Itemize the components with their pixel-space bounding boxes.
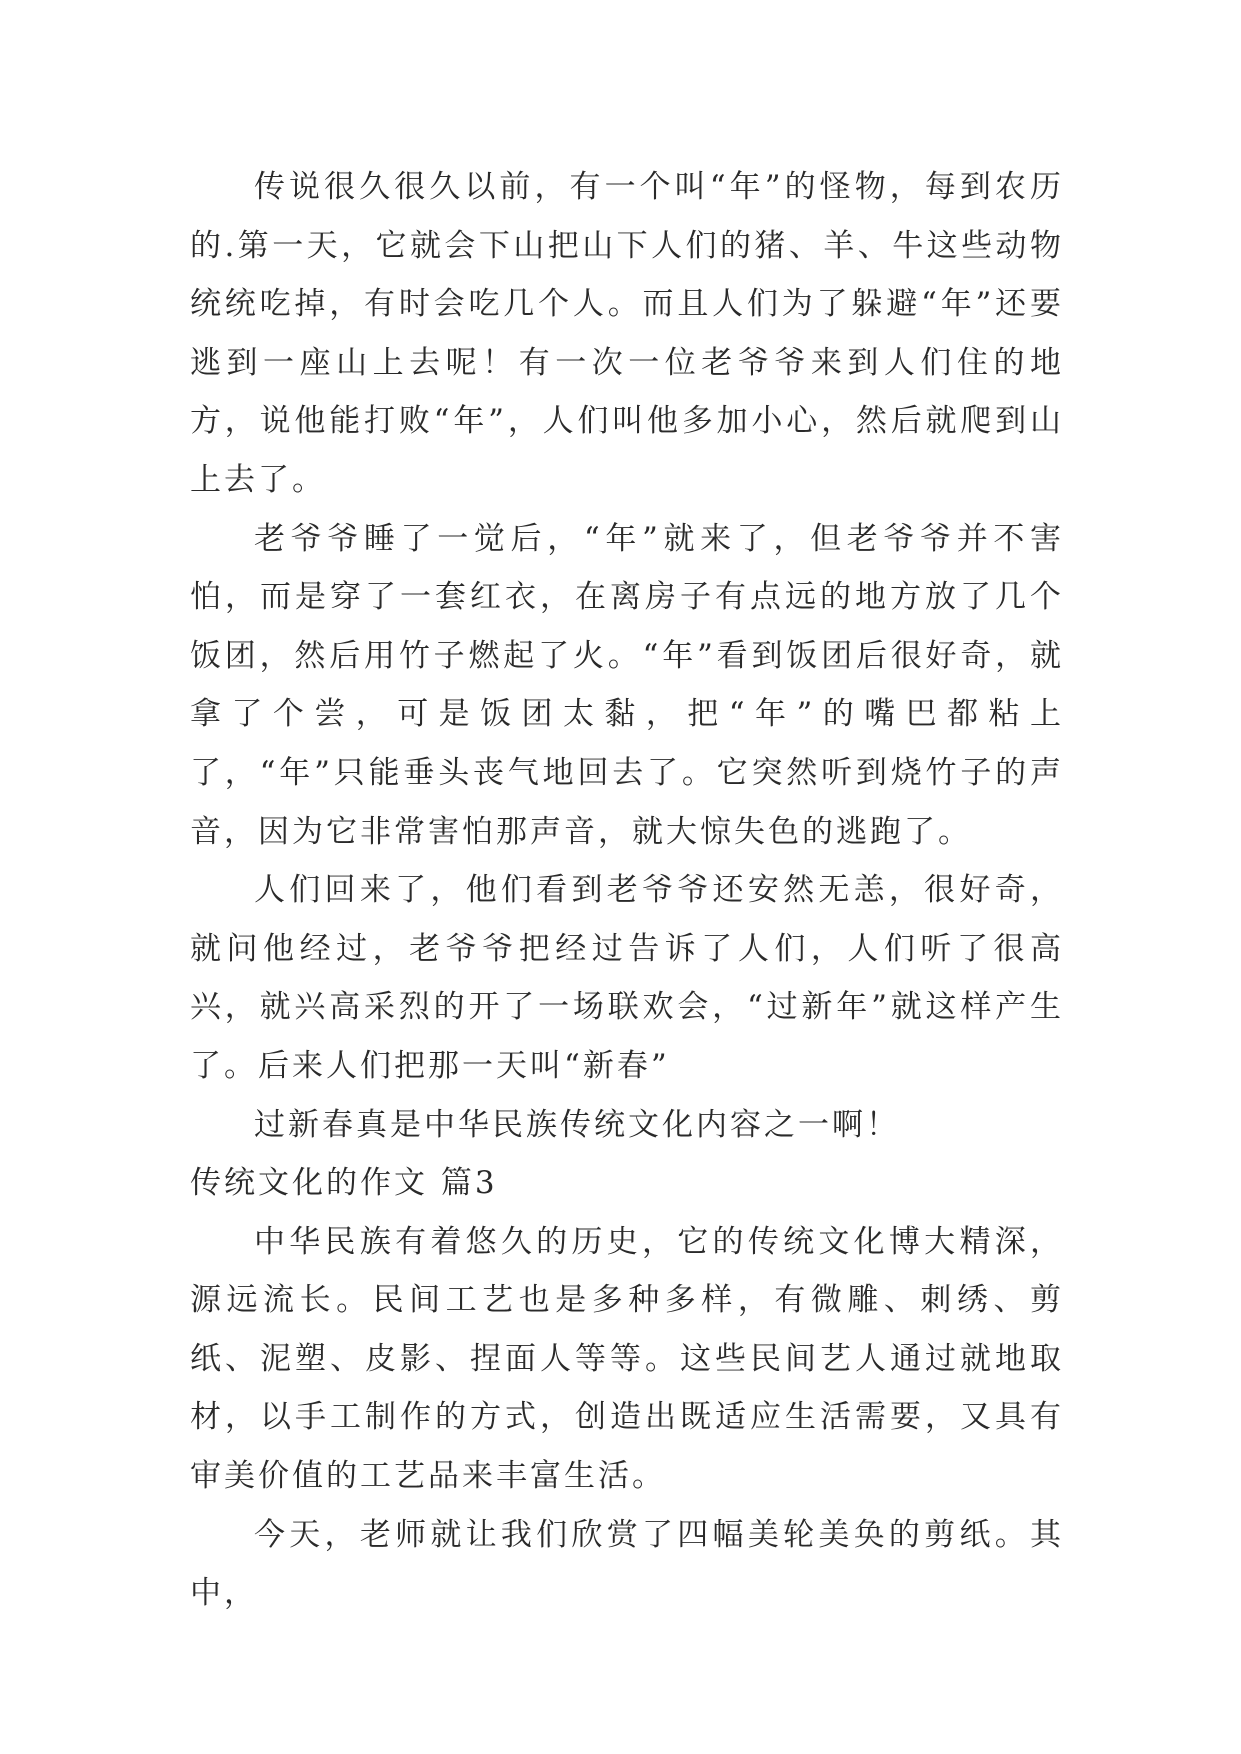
document-body: [190, 158, 1064, 1623]
section-paragraph-2: 今天，老师就让我们欣赏了四幅美轮美奂的剪纸。其中，: [190, 1516, 1064, 1612]
paragraph-2: 老爷爷睡了一觉后，“年”就来了，但老爷爷并不害怕，而是穿了一套红衣，在离房子有点远的地方放了几个饭团，然后用竹子燃起了火。“年”看到饭团后很好奇，就拿了个尝，可是饭团太黏，把“年”的嘴巴都粘上了，“年”只能垂头丧气地回去了。它突然听到烧竹子的声音，因为它非常害怕那声音，就大惊失色的逃跑了。: [190, 520, 1064, 850]
section-paragraph-1: 中华民族有着悠久的历史，它的传统文化博大精深，源远流长。民间工艺也是多种多样，有微雕、刺绣、剪纸、泥塑、皮影、捏面人等等。这些民间艺人通过就地取材，以手工制作的方式，创造出既适应生活需要，又具有审美价值的工艺品来丰富生活。: [190, 1223, 1064, 1495]
paragraph-1: 传说很久很久以前，有一个叫“年”的怪物，每到农历的.第一天，它就会下山把山下人们的猪、羊、牛这些动物统统吃掉，有时会吃几个人。而且人们为了躲避“年”还要逃到一座山上去呢！有一次一位老爷爷来到人们住的地方，说他能打败“年”，人们叫他多加小心，然后就爬到山上去了。: [190, 169, 1064, 498]
paragraph-4: 过新春真是中华民族传统文化内容之一啊！: [254, 1106, 900, 1143]
paragraph-3: 人们回来了，他们看到老爷爷还安然无恙，很好奇，就问他经过，老爷爷把经过告诉了人们，人们听了很高兴，就兴高采烈的开了一场联欢会，“过新年”就这样产生了。后来人们把那一天叫“新春”: [190, 872, 1064, 1084]
section-heading: 传统文化的作文 篇3: [190, 1165, 498, 1202]
